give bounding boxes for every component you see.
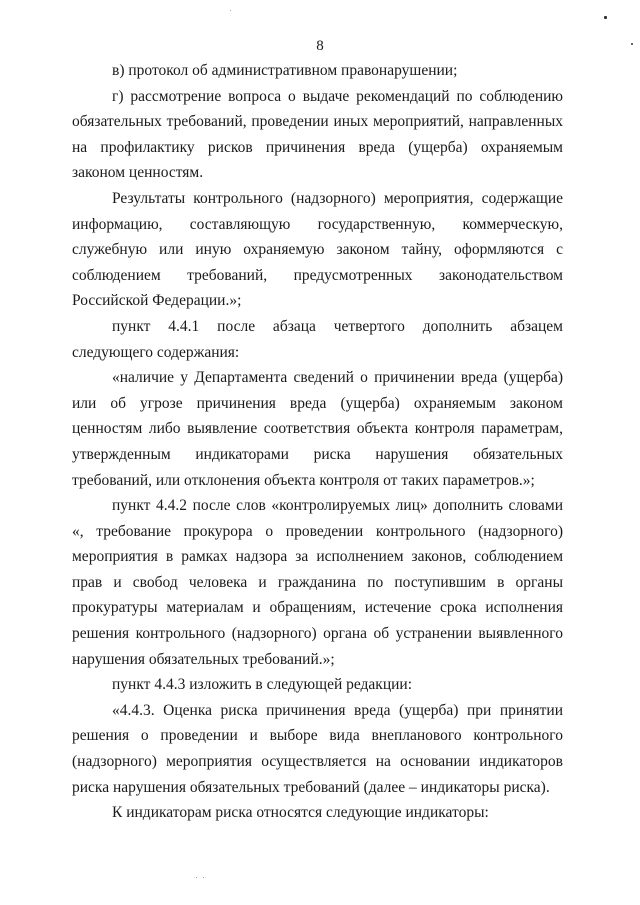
scan-speck <box>230 10 231 11</box>
paragraph-point-4-4-1: пункт 4.4.1 после абзаца четвертого дополнить абзацем следующего содержания: <box>72 317 563 361</box>
scan-speck <box>196 877 197 878</box>
scan-speck <box>604 16 607 19</box>
scan-speck <box>631 43 633 45</box>
paragraph-recommendations: г) рассмотрение вопроса о выдаче рекомендаций по соблюдению обязательных требований, проведении иных мероприятий, направленных на профилактику рисков причинения вреда (ущерба) охраняемым законом ценностям. <box>72 87 563 182</box>
paragraph-risk-indicators: К индикаторам риска относятся следующие индикаторы: <box>112 804 489 822</box>
document-body <box>72 58 563 826</box>
paragraph-department-info: «наличие у Департамента сведений о причинении вреда (ущерба) или об угрозе причинения вреда (ущерба) охраняемым законом ценностям либо выявление соответствия объекта контроля параметрам, утвержденным индикаторами риска нарушения обязательных требований, или отклонения объекта контроля от таких параметров.»; <box>72 369 563 489</box>
paragraph-point-4-4-3-intro: пункт 4.4.3 изложить в следующей редакции: <box>112 676 413 694</box>
paragraph-results-secret: Результаты контрольного (надзорного) мероприятия, содержащие информацию, составляющую государственную, коммерческую, служебную или иную охраняемую законом тайну, оформляются с соблюдением требований, предусмотренных законодательством Российской Федерации.»; <box>72 189 563 310</box>
paragraph-risk-assessment: «4.4.3. Оценка риска причинения вреда (ущерба) при принятии решения о проведении и выборе вида внепланового контрольного (надзорного) мероприятия осуществляется на основании индикаторов риска нарушения обязательных требований (далее – индикаторы риска). <box>72 701 563 796</box>
paragraph-point-4-4-2: пункт 4.4.2 после слов «контролируемых лиц» дополнить словами «, требование прокурора о проведении контрольного (надзорного) мероприятия в рамках надзора за исполнением законов, соблюдением прав и свобод человека и гражданина по поступившим в органы прокуратуры материалам и обращениям, истечение срока исполнения решения контрольного (надзорного) органа об устранении выявленного нарушения обязательных требований.»; <box>72 497 563 668</box>
scan-speck <box>203 877 204 878</box>
paragraph-protocol: в) протокол об административном правонарушении; <box>112 62 458 79</box>
page-number: 8 <box>316 38 324 54</box>
